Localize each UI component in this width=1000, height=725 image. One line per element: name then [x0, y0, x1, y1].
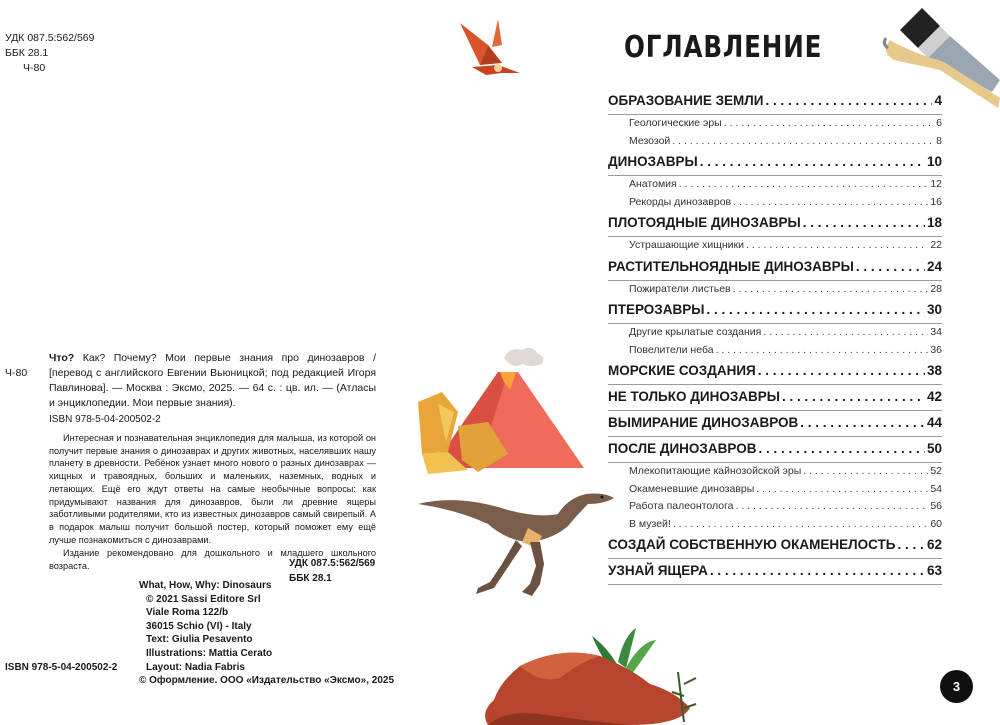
toc-subsection-label: Геологические эры [629, 117, 722, 129]
toc-subsection-label: Устрашающие хищники [629, 239, 744, 251]
toc-section-label: ОБРАЗОВАНИЕ ЗЕМЛИ [608, 93, 764, 108]
credit-line: 36015 Schio (VI) - Italy [146, 620, 252, 632]
isbn-bottom: ISBN 978-5-04-200502-2 [5, 662, 118, 673]
toc-subsection [608, 342, 942, 360]
toc-subsection [608, 324, 942, 342]
toc-section [608, 535, 942, 559]
toc-subsection-label: Анатомия [629, 178, 677, 190]
toc-section [608, 387, 942, 411]
toc-section [608, 213, 942, 237]
toc-leader-dots [803, 215, 925, 230]
toc-subsection-label: Пожиратели листьев [629, 282, 731, 295]
toc-leader-dots [673, 518, 928, 530]
toc-subsection-label: Другие крылатые создания [629, 326, 762, 338]
toc-section-label: ВЫМИРАНИЕ ДИНОЗАВРОВ [608, 415, 799, 430]
udk-block-top [5, 31, 95, 76]
rock-plants-illustration [480, 622, 708, 725]
toc-subsection [608, 463, 942, 481]
toc-page-number: 52 [930, 465, 942, 477]
toc-leader-dots [672, 135, 934, 147]
toc-page-number: 34 [930, 326, 942, 338]
credit-line: Layout: Nadia Fabris [146, 661, 245, 673]
biblio-text: Как? Почему? Мои первые знания про динозавров / [перевод с английского Евгении Вьюницкой; под редакцией Игоря Павлинова]. — Москва : Эксмо, 2025. — 64 с. : цв. ил. — (Атласы и энциклопедии. Мои первые знания). [49, 352, 376, 409]
toc-section [608, 152, 942, 176]
toc-section-label: УЗНАЙ ЯЩЕРА [608, 563, 708, 578]
toc-page-number: 8 [936, 134, 942, 147]
toc-page-number: 18 [926, 215, 942, 230]
toc-subsection-label: Млекопитающие кайнозойской эры [629, 465, 802, 477]
age-recommendation: Издание рекомендовано для дошкольного и младшего школьного возраста. [49, 548, 376, 572]
udk-line: УДК 087.5:562/569 [5, 32, 95, 44]
toc-section-label: ДИНОЗАВРЫ [608, 154, 698, 169]
toc-page-number: 6 [936, 117, 942, 129]
toc-page-number: 4 [934, 93, 942, 108]
toc-section [608, 439, 942, 463]
toc-leader-dots [700, 154, 925, 169]
isbn-line: ISBN 978-5-04-200502-2 [49, 414, 161, 425]
toc-page-number: 54 [930, 482, 942, 495]
toc-leader-dots [710, 563, 925, 578]
toc-page-number: 60 [930, 517, 942, 530]
toc-leader-dots [763, 326, 928, 338]
toc-leader-dots [758, 363, 925, 378]
toc-page-number: 30 [926, 302, 942, 317]
toc-subsection-label: Мезозой [629, 134, 671, 147]
catalog-code: Ч-80 [5, 367, 28, 379]
toc-section-label: ПЛОТОЯДНЫЕ ДИНОЗАВРЫ [608, 215, 801, 230]
toc-page-number: 62 [926, 537, 942, 552]
toc-page-number: 24 [926, 258, 942, 274]
biblio-title: Что? [49, 352, 75, 364]
dinosaur-illustration [418, 484, 616, 602]
toc-leader-dots [782, 389, 925, 404]
toc-subsection [608, 115, 942, 133]
credit-line: Viale Roma 122/b [146, 607, 229, 619]
toc-subsection [608, 498, 942, 516]
annotation-text: Интересная и познавательная энциклопедия для малыша, из которой он получит первые знания о динозаврах и других животных, населявших нашу планету в древности. Ребёнок узнает много нового о разных динозаврах — хищных и травоядных, больших и маленьких, наземных, водных и летающих. Ещё его ждут ответы на самые необычные вопросы: как придумывают названия для динозавров, были ли древние ящеры заботливыми родителями, кто из известных динозавров самый свирепый. А в подарок малыш получит большой постер, который поможет ему ещё лучше познакомиться с динозаврами. [49, 433, 376, 545]
toc-section-label: РАСТИТЕЛЬНОЯДНЫЕ ДИНОЗАВРЫ [608, 258, 854, 274]
toc-page-number: 63 [926, 563, 942, 578]
bbk-line: ББК 28.1 [289, 573, 332, 584]
toc-page-number: 36 [930, 343, 942, 356]
toc-subsection [608, 516, 942, 534]
toc-leader-dots [706, 302, 925, 317]
toc-subsection-label: Работа палеонтолога [629, 500, 734, 512]
toc-subsection [608, 176, 942, 194]
toc-section [608, 300, 942, 324]
bibliographic-record [49, 351, 376, 411]
toc-page-number: 38 [926, 363, 942, 378]
toc-subsection-label: Рекорды динозавров [629, 195, 732, 208]
toc-section [608, 361, 942, 385]
toc-section [608, 561, 942, 585]
toc-page-number: 28 [930, 282, 942, 295]
toc-leader-dots [746, 239, 928, 251]
toc-page-number: 12 [930, 178, 942, 190]
page-number-badge: 3 [940, 670, 973, 703]
author-mark: Ч-80 [23, 62, 46, 74]
toc-leader-dots [765, 93, 932, 108]
toc-section-label: ПТЕРОЗАВРЫ [608, 302, 705, 317]
toc-page-number: 22 [930, 239, 942, 251]
toc-leader-dots [679, 178, 929, 190]
toc-section-label: ПОСЛЕ ДИНОЗАВРОВ [608, 441, 757, 456]
toc-section [608, 257, 942, 281]
udk-line: УДК 087.5:562/569 [289, 558, 376, 569]
toc-section-label: НЕ ТОЛЬКО ДИНОЗАВРЫ [608, 389, 780, 404]
credit-line: What, How, Why: Dinosaurs [139, 580, 272, 591]
toc-subsection-label: В музей! [629, 517, 671, 530]
toc-page-number: 10 [926, 154, 942, 169]
toc-page-number: 16 [930, 195, 942, 208]
volcano-illustration [418, 342, 586, 478]
toc-subsection [608, 194, 942, 212]
toc-leader-dots [756, 483, 928, 495]
table-of-contents [608, 91, 942, 585]
toc-leader-dots [716, 344, 929, 356]
toc-leader-dots [758, 441, 925, 456]
toc-title: ОГЛАВЛЕНИЕ [624, 30, 823, 65]
credit-line: © Оформление. ООО «Издательство «Эксмо», 2025 [139, 675, 395, 687]
toc-subsection-label: Повелители неба [629, 343, 714, 356]
toc-leader-dots [733, 196, 928, 208]
toc-leader-dots [897, 537, 925, 552]
credit-line: © 2021 Sassi Editore Srl [146, 593, 261, 605]
toc-page-number: 42 [926, 389, 942, 404]
toc-leader-dots [856, 259, 925, 274]
toc-page-number: 50 [926, 441, 942, 456]
pterosaur-illustration [458, 15, 524, 77]
toc-subsection [608, 237, 942, 255]
toc-subsection [608, 133, 942, 151]
bbk-line: ББК 28.1 [5, 47, 49, 59]
toc-leader-dots [803, 465, 928, 477]
toc-page-number: 44 [926, 415, 942, 430]
credit-line: Illustrations: Mattia Cerato [146, 647, 273, 659]
toc-section [608, 413, 942, 437]
toc-section-label: СОЗДАЙ СОБСТВЕННУЮ ОКАМЕНЕЛОСТЬ [608, 537, 896, 552]
toc-page-number: 56 [930, 500, 942, 512]
annotation [49, 432, 376, 573]
toc-section [608, 91, 942, 115]
toc-leader-dots [724, 117, 934, 129]
credits-block [139, 579, 395, 688]
toc-leader-dots [800, 415, 925, 430]
toc-subsection-label: Окаменевшие динозавры [629, 482, 755, 495]
toc-subsection [608, 481, 942, 499]
toc-section-label: МОРСКИЕ СОЗДАНИЯ [608, 363, 756, 378]
toc-subsection [608, 281, 942, 299]
toc-leader-dots [736, 500, 929, 512]
credit-line: Text: Giulia Pesavento [146, 634, 253, 646]
toc-leader-dots [733, 283, 929, 295]
